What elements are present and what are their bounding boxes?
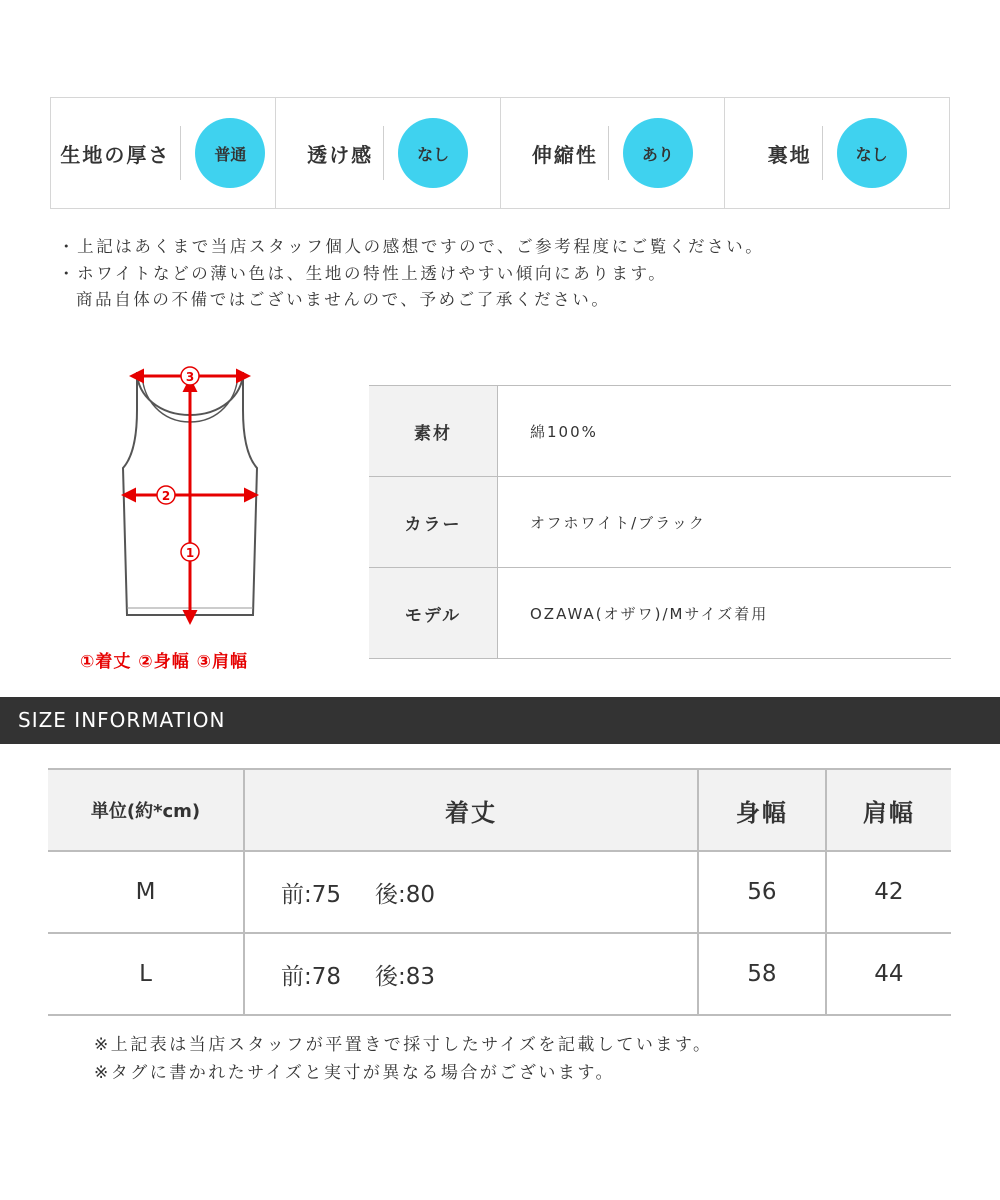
spec-label: カラー [369,477,498,568]
divider [180,126,181,180]
length-cell [244,933,698,1015]
attr-label: 裏地 [767,142,812,167]
column-header-width: 身幅 [698,769,826,851]
attr-transparency [276,98,501,208]
width-cell: 58 [698,933,826,1015]
footnote-line: ※上記表は当店スタッフが平置きで採寸したサイズを記載しています。 [94,1035,713,1055]
table-row [48,933,951,1015]
column-header-shoulder: 肩幅 [826,769,951,851]
spec-value: OZAWA(オザワ)/Mサイズ着用 [498,568,952,659]
attr-value-badge: 普通 [195,118,265,188]
spec-label: 素材 [369,386,498,477]
attr-label: 透け感 [307,142,374,167]
marker-3 [181,367,199,385]
size-table [48,768,951,1016]
note-line: ・ホワイトなどの薄い色は、生地の特性上透けやすい傾向にあります。 [58,263,668,283]
attr-value-badge: あり [623,118,693,188]
attr-value-badge: なし [837,118,907,188]
note-line: 商品自体の不備ではございませんので、予めご了承ください。 [76,290,611,309]
svg-text:2: 2 [161,489,171,503]
fabric-attributes [50,97,950,209]
tank-top-diagram [80,360,310,680]
attr-lining [725,98,949,208]
spec-value: 綿100% [498,386,952,477]
column-header-length: 着丈 [244,769,698,851]
back-length: 後:83 [375,963,436,990]
impression-notes [58,234,764,314]
svg-text:3: 3 [185,370,195,384]
diagram-legend: ①着丈 ②身幅 ③肩幅 [80,652,249,672]
spec-row [369,386,951,477]
front-length: 前:75 [281,881,342,908]
spec-table [369,385,951,659]
divider [822,126,823,180]
shoulder-cell: 42 [826,851,951,933]
table-row [48,851,951,933]
marker-1 [181,543,199,561]
back-length: 後:80 [375,881,436,908]
spec-row [369,477,951,568]
shoulder-cell: 44 [826,933,951,1015]
front-length: 前:78 [281,963,342,990]
attr-stretch [501,98,726,208]
spec-row [369,568,951,659]
attr-thickness [51,98,276,208]
footnote-line: ※タグに書かれたサイズと実寸が異なる場合がございます。 [94,1063,616,1083]
spec-label: モデル [369,568,498,659]
size-footnotes [94,1031,713,1087]
length-cell [244,851,698,933]
width-cell: 56 [698,851,826,933]
marker-2 [157,486,175,504]
size-section-title: SIZE INFORMATION [0,697,1000,744]
divider [383,126,384,180]
attr-value-badge: なし [398,118,468,188]
divider [608,126,609,180]
spec-value: オフホワイト/ブラック [498,477,952,568]
size-label: L [48,933,244,1015]
size-label: M [48,851,244,933]
attr-label: 伸縮性 [531,142,598,167]
attr-label: 生地の厚さ [60,142,171,167]
size-table-header [48,769,951,851]
svg-text:1: 1 [185,546,195,560]
note-line: ・上記はあくまで当店スタッフ個人の感想ですので、ご参考程度にご覧ください。 [58,237,765,256]
column-header-unit: 単位(約*cm) [48,769,244,851]
